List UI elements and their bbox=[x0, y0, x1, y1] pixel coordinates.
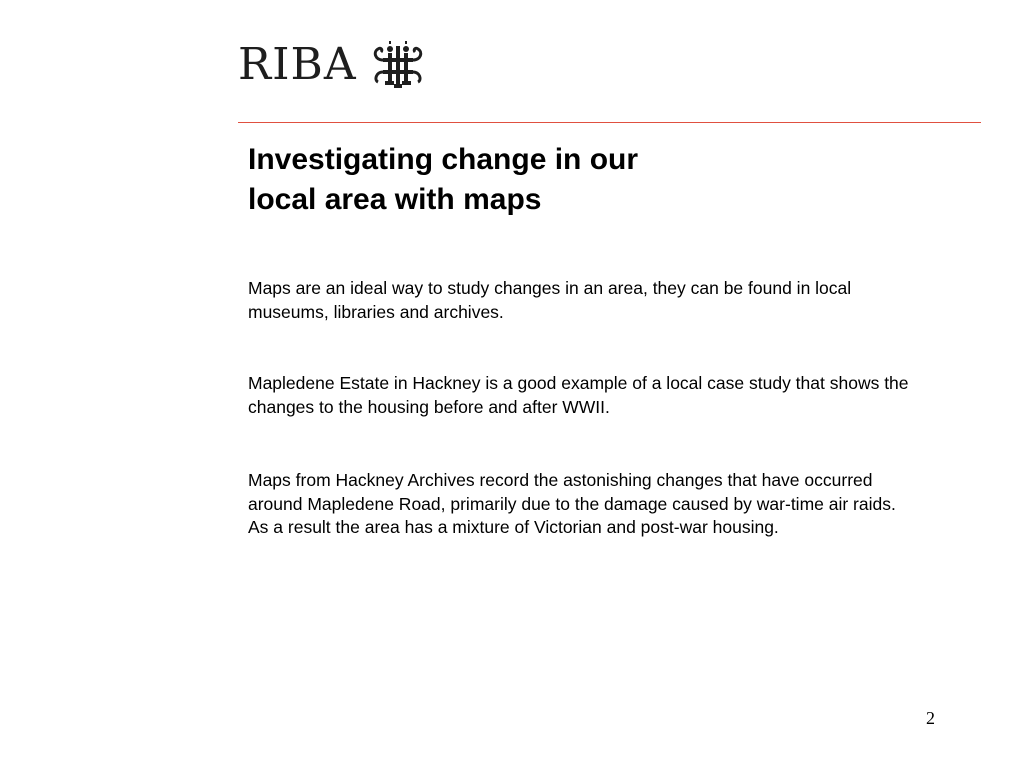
riba-logo bbox=[238, 40, 427, 90]
paragraph-hackney-archives: Maps from Hackney Archives record the astonishing changes that have occurred around Mapledene Road, primarily due to the damage caused by war-time air raids. As a result the area has a mixture of Victorian and post-war housing. bbox=[248, 470, 896, 537]
slide-title bbox=[248, 140, 638, 220]
page-number: 2 bbox=[926, 708, 935, 728]
paragraph-mapledene-estate: Mapledene Estate in Hackney is a good example of a local case study that shows the changes to the housing before and after WWII. bbox=[248, 373, 909, 417]
logo-wordmark: RIBA bbox=[238, 39, 357, 90]
slide-title-line-1: Investigating change in our bbox=[248, 143, 639, 176]
riba-emblem-icon bbox=[369, 40, 427, 90]
slide-title-line-2: local area with maps bbox=[248, 183, 542, 216]
paragraph-maps-intro: Maps are an ideal way to study changes in an area, they can be found in local museums, libraries and archives. bbox=[248, 278, 852, 322]
header-divider bbox=[238, 122, 981, 123]
